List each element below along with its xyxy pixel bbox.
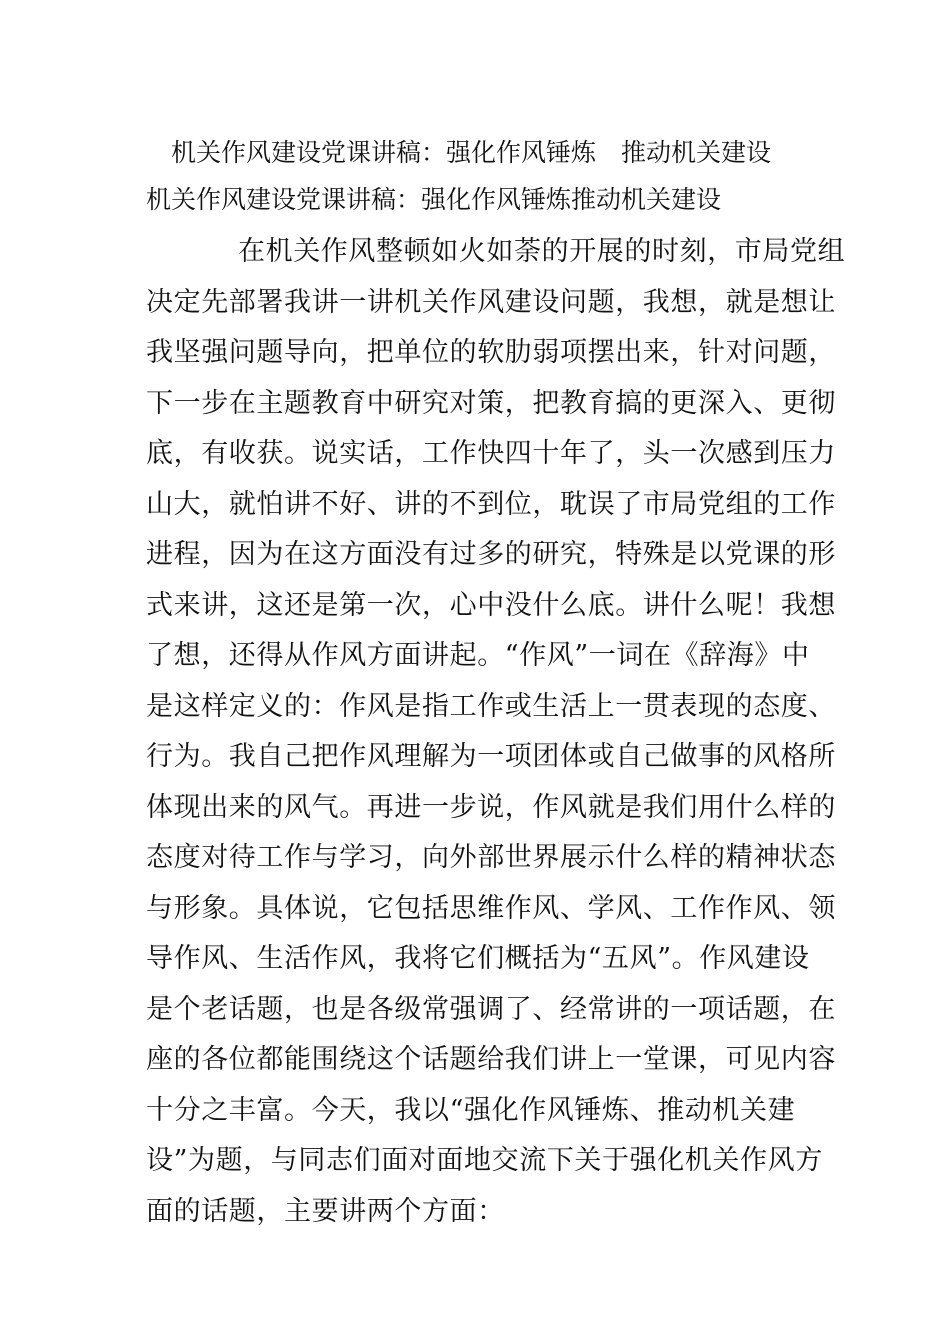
paragraph-line: 是这样定义的：作风是指工作或生活上一贯表现的态度、 [146, 690, 836, 722]
paragraph-line: 了想，还得从作风方面讲起。“作风”一词在《辞海》中 [146, 640, 810, 671]
paragraph-line: 进程，因为在这方面没有过多的研究，特殊是以党课的形 [146, 539, 836, 570]
paragraph-line: 决定先部署我讲一讲机关作风建设问题，我想，就是想让 [146, 286, 836, 318]
paragraph-line: 导作风、生活作风，我将它们概括为“五风”。作风建设 [146, 943, 810, 974]
paragraph-line: 面的话题，主要讲两个方面： [146, 1195, 505, 1227]
paragraph-line: 底，有收获。说实话，工作快四十年了，头一次感到压力 [146, 438, 836, 469]
paragraph-line: 下一步在主题教育中研究对策，把教育搞的更深入、更彻 [146, 387, 836, 419]
paragraph-line: 式来讲，这还是第一次，心中没什么底。讲什么呢！我想 [146, 589, 836, 621]
paragraph-line: 在机关作风整顿如火如荼的开展的时刻，市局党组 [238, 236, 846, 267]
paragraph-line: 态度对待工作与学习，向外部世界展示什么样的精神状态 [146, 842, 836, 873]
body-paragraph [146, 227, 846, 1237]
paragraph-line: 我坚强问题导向，把单位的软肋弱项摆出来，针对问题， [146, 337, 836, 368]
document-title: 机关作风建设党课讲稿：强化作风锤炼 推动机关建设 [171, 138, 772, 167]
paragraph-line: 设”为题，与同志们面对面地交流下关于强化机关作风方 [146, 1145, 823, 1176]
paragraph-line: 山大，就怕讲不好、讲的不到位，耽误了市局党组的工作 [146, 488, 836, 520]
paragraph-line: 十分之丰富。今天，我以“强化作风锤炼、推动机关建 [146, 1094, 796, 1126]
paragraph-line: 行为。我自己把作风理解为一项团体或自己做事的风格所 [146, 741, 836, 772]
document-subtitle: 机关作风建设党课讲稿：强化作风锤炼推动机关建设 [146, 185, 722, 214]
paragraph-line: 体现出来的风气。再进一步说，作风就是我们用什么样的 [146, 791, 836, 823]
paragraph-line: 与形象。具体说，它包括思维作风、学风、工作作风、领 [146, 892, 836, 924]
paragraph-line: 座的各位都能围绕这个话题给我们讲上一堂课，可见内容 [146, 1044, 836, 1075]
paragraph-line: 是个老话题，也是各级常强调了、经常讲的一项话题，在 [146, 993, 836, 1025]
